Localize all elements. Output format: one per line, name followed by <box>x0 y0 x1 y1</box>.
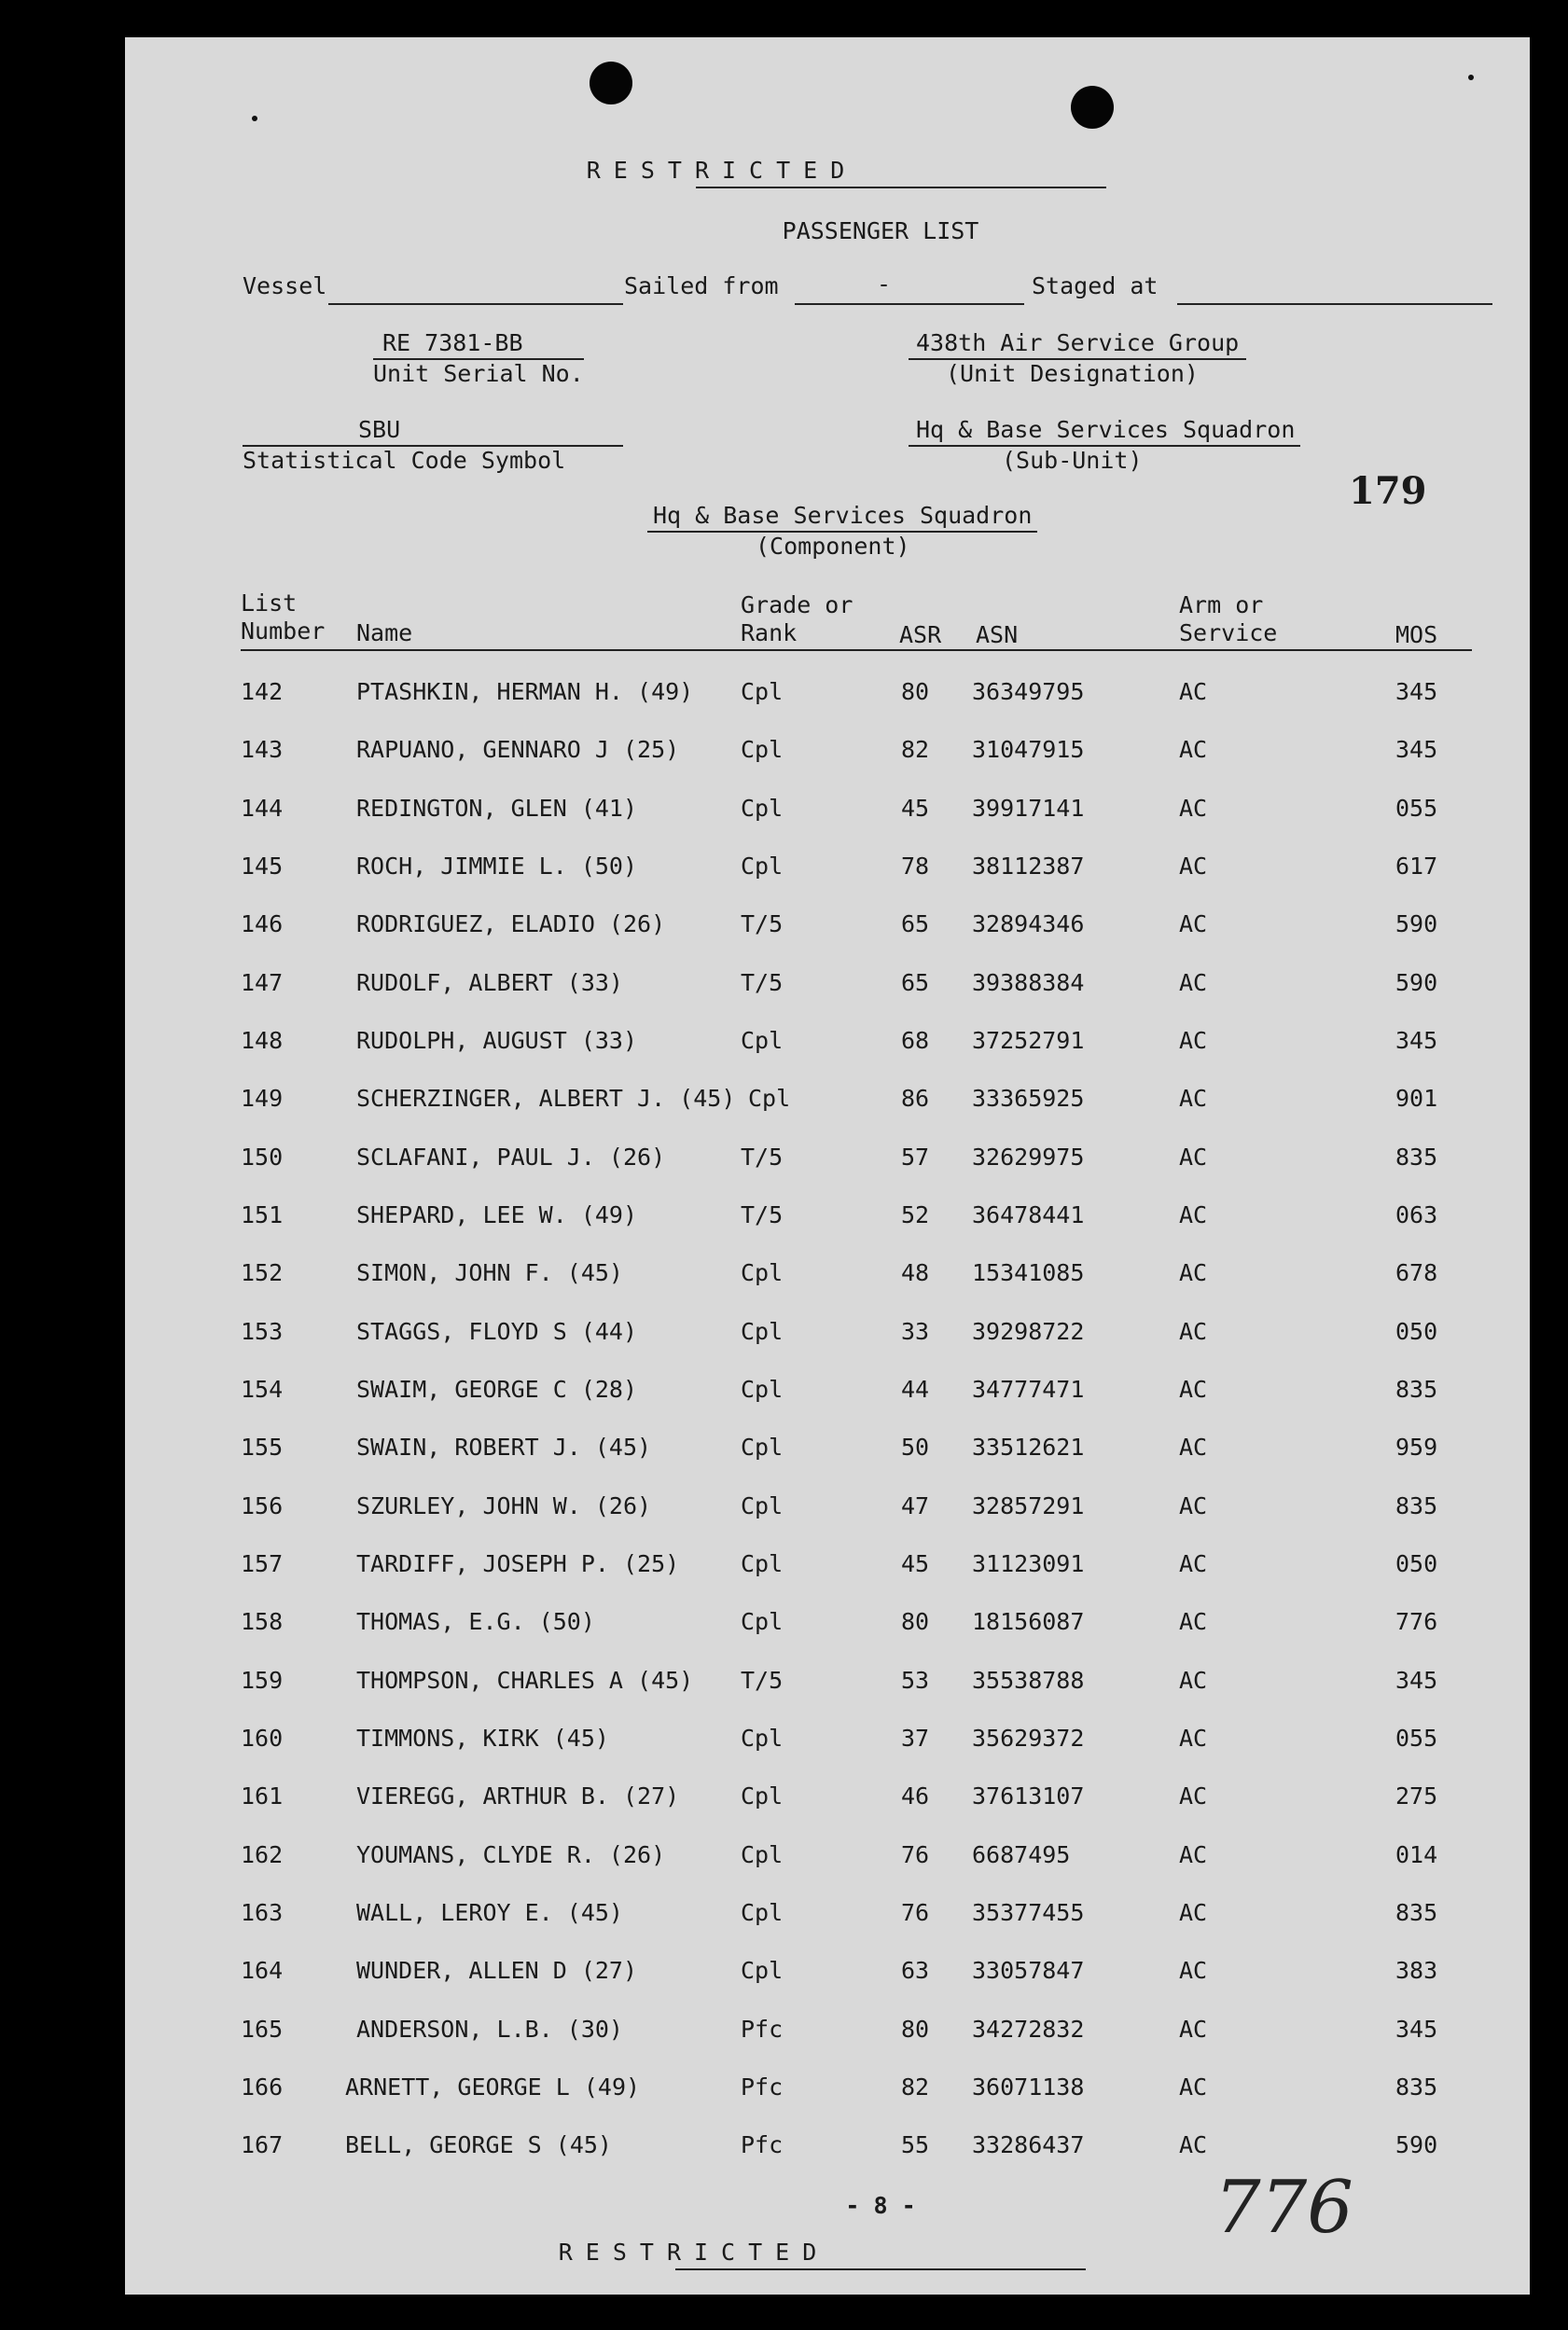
speck <box>252 116 257 121</box>
unit-serial-label: Unit Serial No. <box>373 360 584 387</box>
passenger-name: SIMON, JOHN F. (45) <box>356 1259 623 1286</box>
passenger-name: THOMPSON, CHARLES A (45) <box>356 1667 694 1694</box>
mos: 055 <box>1395 1725 1438 1752</box>
sailed-field-line <box>795 303 1024 305</box>
arm-service: AC <box>1179 1318 1208 1345</box>
passenger-name: RODRIGUEZ, ELADIO (26) <box>356 910 666 937</box>
arm-service: AC <box>1179 1957 1208 1984</box>
grade: Cpl <box>741 1550 784 1577</box>
mos: 776 <box>1395 1608 1438 1635</box>
divider <box>675 2268 1086 2270</box>
table-row <box>125 2011 1530 2048</box>
asr: 47 <box>901 1492 930 1519</box>
mos: 345 <box>1395 2016 1438 2043</box>
asn: 15341085 <box>972 1259 1085 1286</box>
divider <box>696 187 1106 188</box>
table-row <box>125 1313 1530 1351</box>
asn: 34272832 <box>972 2016 1085 2043</box>
arm-service: AC <box>1179 1085 1208 1112</box>
handwritten-number: 776 <box>1214 2166 1353 2250</box>
stat-code-label: Statistical Code Symbol <box>243 447 566 474</box>
asn: 6687495 <box>972 1841 1071 1868</box>
asn: 39917141 <box>972 795 1085 822</box>
asr: 80 <box>901 2016 930 2043</box>
document-title: PASSENGER LIST <box>782 217 979 244</box>
table-row <box>125 1139 1530 1176</box>
list-number: 144 <box>241 795 284 822</box>
asn: 31123091 <box>972 1550 1085 1577</box>
asn: 34777471 <box>972 1376 1085 1403</box>
asr: 82 <box>901 2073 930 2101</box>
table-row <box>125 1080 1530 1117</box>
grade: T/5 <box>741 910 784 937</box>
sub-unit-label: (Sub-Unit) <box>1002 447 1143 474</box>
passenger-name: RUDOLF, ALBERT (33) <box>356 969 623 996</box>
grade: Pfc <box>741 2016 784 2043</box>
passenger-name: SWAIM, GEORGE C (28) <box>356 1376 638 1403</box>
stat-code-value: SBU <box>358 416 401 443</box>
asn: 36478441 <box>972 1201 1085 1228</box>
passenger-name: YOUMANS, CLYDE R. (26) <box>356 1841 666 1868</box>
arm-service: AC <box>1179 736 1208 763</box>
mos: 590 <box>1395 2131 1438 2158</box>
staged-at-label: Staged at <box>1032 272 1159 299</box>
list-number: 165 <box>241 2016 284 2043</box>
asr: 86 <box>901 1085 930 1112</box>
asr: 37 <box>901 1725 930 1752</box>
asn: 18156087 <box>972 1608 1085 1635</box>
passenger-name: WUNDER, ALLEN D (27) <box>356 1957 638 1984</box>
arm-service: AC <box>1179 2016 1208 2043</box>
asr: 45 <box>901 795 930 822</box>
arm-service: AC <box>1179 853 1208 880</box>
col-header-asn: ASN <box>976 621 1019 648</box>
passenger-name: RAPUANO, GENNARO J (25) <box>356 736 680 763</box>
passenger-name: SCHERZINGER, ALBERT J. (45) <box>356 1085 736 1112</box>
list-number: 152 <box>241 1259 284 1286</box>
list-number: 158 <box>241 1608 284 1635</box>
passenger-name: THOMAS, E.G. (50) <box>356 1608 595 1635</box>
asn: 35629372 <box>972 1725 1085 1752</box>
asn: 33286437 <box>972 2131 1085 2158</box>
list-number: 166 <box>241 2073 284 2101</box>
passenger-name: BELL, GEORGE S (45) <box>345 2131 612 2158</box>
table-row <box>125 790 1530 827</box>
mos: 050 <box>1395 1318 1438 1345</box>
asn: 39388384 <box>972 969 1085 996</box>
grade: Cpl <box>741 1376 784 1403</box>
passenger-name: RUDOLPH, AUGUST (33) <box>356 1027 638 1054</box>
asn: 32629975 <box>972 1144 1085 1171</box>
mos: 835 <box>1395 1144 1438 1171</box>
grade: Cpl <box>741 1434 784 1461</box>
arm-service: AC <box>1179 910 1208 937</box>
punch-hole <box>590 62 632 104</box>
grade: Cpl <box>741 1259 784 1286</box>
list-number: 151 <box>241 1201 284 1228</box>
asn: 33512621 <box>972 1434 1085 1461</box>
mos: 345 <box>1395 1027 1438 1054</box>
col-header-asr: ASR <box>899 621 942 648</box>
list-number: 149 <box>241 1085 284 1112</box>
unit-serial-value: RE 7381-BB <box>382 329 523 356</box>
grade: Cpl <box>741 795 784 822</box>
grade: Cpl <box>741 1608 784 1635</box>
list-number: 157 <box>241 1550 284 1577</box>
table-row <box>125 731 1530 769</box>
table-row <box>125 1837 1530 1874</box>
list-number: 148 <box>241 1027 284 1054</box>
page-number: - 8 - <box>845 2192 916 2219</box>
table-row <box>125 1429 1530 1466</box>
grade: Pfc <box>741 2131 784 2158</box>
col-header-grade: Grade or <box>741 591 853 618</box>
mos: 275 <box>1395 1782 1438 1810</box>
asr: 65 <box>901 910 930 937</box>
passenger-name: SZURLEY, JOHN W. (26) <box>356 1492 652 1519</box>
list-number: 146 <box>241 910 284 937</box>
passenger-name: STAGGS, FLOYD S (44) <box>356 1318 638 1345</box>
grade: Cpl <box>741 1899 784 1926</box>
sheet-number: 179 <box>1349 469 1427 513</box>
table-row <box>125 1488 1530 1525</box>
mos: 383 <box>1395 1957 1438 1984</box>
col-header-service: Service <box>1179 619 1278 646</box>
arm-service: AC <box>1179 1667 1208 1694</box>
asn: 33365925 <box>972 1085 1085 1112</box>
grade: Cpl <box>741 736 784 763</box>
list-number: 153 <box>241 1318 284 1345</box>
grade: T/5 <box>741 969 784 996</box>
table-row <box>125 1255 1530 1292</box>
asn: 35377455 <box>972 1899 1085 1926</box>
arm-service: AC <box>1179 1492 1208 1519</box>
table-row <box>125 964 1530 1002</box>
asn: 36071138 <box>972 2073 1085 2101</box>
passenger-name: ROCH, JIMMIE L. (50) <box>356 853 638 880</box>
list-number: 145 <box>241 853 284 880</box>
list-number: 162 <box>241 1841 284 1868</box>
arm-service: AC <box>1179 1608 1208 1635</box>
list-number: 154 <box>241 1376 284 1403</box>
table-row <box>125 1022 1530 1060</box>
list-number: 142 <box>241 678 284 705</box>
mos: 345 <box>1395 678 1438 705</box>
top-restricted-marking: RESTRICTED <box>586 157 858 184</box>
unit-designation-value: 438th Air Service Group <box>916 329 1240 356</box>
passenger-name: VIEREGG, ARTHUR B. (27) <box>356 1782 680 1810</box>
sailed-from-value: - <box>877 270 892 298</box>
grade: Cpl <box>741 1492 784 1519</box>
grade: Cpl <box>748 1085 791 1112</box>
mos: 901 <box>1395 1085 1438 1112</box>
list-number: 164 <box>241 1957 284 1984</box>
mos: 617 <box>1395 853 1438 880</box>
arm-service: AC <box>1179 795 1208 822</box>
arm-service: AC <box>1179 1725 1208 1752</box>
mos: 590 <box>1395 969 1438 996</box>
arm-service: AC <box>1179 678 1208 705</box>
passenger-name: TIMMONS, KIRK (45) <box>356 1725 609 1752</box>
mos: 345 <box>1395 736 1438 763</box>
passenger-name: SHEPARD, LEE W. (49) <box>356 1201 638 1228</box>
mos: 835 <box>1395 2073 1438 2101</box>
arm-service: AC <box>1179 1144 1208 1171</box>
table-row <box>125 1720 1530 1757</box>
passenger-name: TARDIFF, JOSEPH P. (25) <box>356 1550 680 1577</box>
table-row <box>125 906 1530 943</box>
asn: 37613107 <box>972 1782 1085 1810</box>
asr: 76 <box>901 1841 930 1868</box>
table-row <box>125 1952 1530 1990</box>
col-header-arm: Arm or <box>1179 591 1264 618</box>
list-number: 155 <box>241 1434 284 1461</box>
mos: 835 <box>1395 1492 1438 1519</box>
speck <box>1468 75 1474 80</box>
mos: 345 <box>1395 1667 1438 1694</box>
asr: 57 <box>901 1144 930 1171</box>
passenger-name: WALL, LEROY E. (45) <box>356 1899 623 1926</box>
asr: 63 <box>901 1957 930 1984</box>
grade: Cpl <box>741 1782 784 1810</box>
mos: 835 <box>1395 1899 1438 1926</box>
grade: Cpl <box>741 1027 784 1054</box>
asr: 50 <box>901 1434 930 1461</box>
table-row <box>125 1603 1530 1641</box>
asr: 33 <box>901 1318 930 1345</box>
arm-service: AC <box>1179 1841 1208 1868</box>
asr: 44 <box>901 1376 930 1403</box>
list-number: 159 <box>241 1667 284 1694</box>
asn: 32894346 <box>972 910 1085 937</box>
passenger-name: SCLAFANI, PAUL J. (26) <box>356 1144 666 1171</box>
arm-service: AC <box>1179 1434 1208 1461</box>
header-underline <box>241 649 1472 651</box>
grade: Pfc <box>741 2073 784 2101</box>
asn: 33057847 <box>972 1957 1085 1984</box>
grade: Cpl <box>741 1841 784 1868</box>
component-value: Hq & Base Services Squadron <box>653 502 1033 529</box>
passenger-name: SWAIN, ROBERT J. (45) <box>356 1434 652 1461</box>
col-header-mos: MOS <box>1395 621 1438 648</box>
list-number: 161 <box>241 1782 284 1810</box>
arm-service: AC <box>1179 1259 1208 1286</box>
col-header-number: Number <box>241 617 326 645</box>
asr: 82 <box>901 736 930 763</box>
asn: 37252791 <box>972 1027 1085 1054</box>
grade: T/5 <box>741 1201 784 1228</box>
arm-service: AC <box>1179 1550 1208 1577</box>
asr: 78 <box>901 853 930 880</box>
asr: 53 <box>901 1667 930 1694</box>
mos: 063 <box>1395 1201 1438 1228</box>
passenger-name: REDINGTON, GLEN (41) <box>356 795 638 822</box>
asn: 35538788 <box>972 1667 1085 1694</box>
grade: Cpl <box>741 853 784 880</box>
punch-hole <box>1071 86 1114 129</box>
table-row <box>125 1894 1530 1932</box>
asr: 48 <box>901 1259 930 1286</box>
arm-service: AC <box>1179 1201 1208 1228</box>
grade: Cpl <box>741 1957 784 1984</box>
col-header-name: Name <box>356 619 413 646</box>
grade: Cpl <box>741 1725 784 1752</box>
sailed-from-label: Sailed from <box>624 272 779 299</box>
arm-service: AC <box>1179 2131 1208 2158</box>
asr: 46 <box>901 1782 930 1810</box>
mos: 835 <box>1395 1376 1438 1403</box>
component-label: (Component) <box>756 533 910 560</box>
list-number: 156 <box>241 1492 284 1519</box>
list-number: 143 <box>241 736 284 763</box>
mos: 014 <box>1395 1841 1438 1868</box>
arm-service: AC <box>1179 1899 1208 1926</box>
asr: 52 <box>901 1201 930 1228</box>
table-row <box>125 1778 1530 1815</box>
arm-service: AC <box>1179 1027 1208 1054</box>
asr: 55 <box>901 2131 930 2158</box>
asn: 31047915 <box>972 736 1085 763</box>
table-row <box>125 2069 1530 2106</box>
table-row <box>125 848 1530 885</box>
mos: 959 <box>1395 1434 1438 1461</box>
asr: 45 <box>901 1550 930 1577</box>
list-number: 147 <box>241 969 284 996</box>
arm-service: AC <box>1179 969 1208 996</box>
unit-designation-label: (Unit Designation) <box>946 360 1199 387</box>
vessel-field-line <box>328 303 623 305</box>
grade: Cpl <box>741 678 784 705</box>
grade: T/5 <box>741 1144 784 1171</box>
col-header-rank: Rank <box>741 619 798 646</box>
arm-service: AC <box>1179 2073 1208 2101</box>
passenger-name: ANDERSON, L.B. (30) <box>356 2016 623 2043</box>
grade: Cpl <box>741 1318 784 1345</box>
mos: 055 <box>1395 795 1438 822</box>
staged-field-line <box>1177 303 1492 305</box>
sub-unit-value: Hq & Base Services Squadron <box>916 416 1296 443</box>
list-number: 160 <box>241 1725 284 1752</box>
table-row <box>125 2127 1530 2164</box>
asr: 80 <box>901 678 930 705</box>
table-row <box>125 1197 1530 1234</box>
asn: 32857291 <box>972 1492 1085 1519</box>
col-header-list: List <box>241 589 298 617</box>
passenger-name: PTASHKIN, HERMAN H. (49) <box>356 678 694 705</box>
table-row <box>125 1662 1530 1699</box>
asn: 39298722 <box>972 1318 1085 1345</box>
asr: 65 <box>901 969 930 996</box>
arm-service: AC <box>1179 1782 1208 1810</box>
asr: 76 <box>901 1899 930 1926</box>
asn: 38112387 <box>972 853 1085 880</box>
grade: T/5 <box>741 1667 784 1694</box>
list-number: 150 <box>241 1144 284 1171</box>
passenger-name: ARNETT, GEORGE L (49) <box>345 2073 641 2101</box>
list-number: 167 <box>241 2131 284 2158</box>
table-row <box>125 1546 1530 1583</box>
bottom-restricted-marking: RESTRICTED <box>558 2239 830 2266</box>
mos: 590 <box>1395 910 1438 937</box>
table-row <box>125 1371 1530 1408</box>
vessel-label: Vessel <box>243 272 327 299</box>
asr: 80 <box>901 1608 930 1635</box>
document-page <box>125 37 1530 2295</box>
arm-service: AC <box>1179 1376 1208 1403</box>
mos: 050 <box>1395 1550 1438 1577</box>
asr: 68 <box>901 1027 930 1054</box>
list-number: 163 <box>241 1899 284 1926</box>
mos: 678 <box>1395 1259 1438 1286</box>
asn: 36349795 <box>972 678 1085 705</box>
table-row <box>125 673 1530 711</box>
